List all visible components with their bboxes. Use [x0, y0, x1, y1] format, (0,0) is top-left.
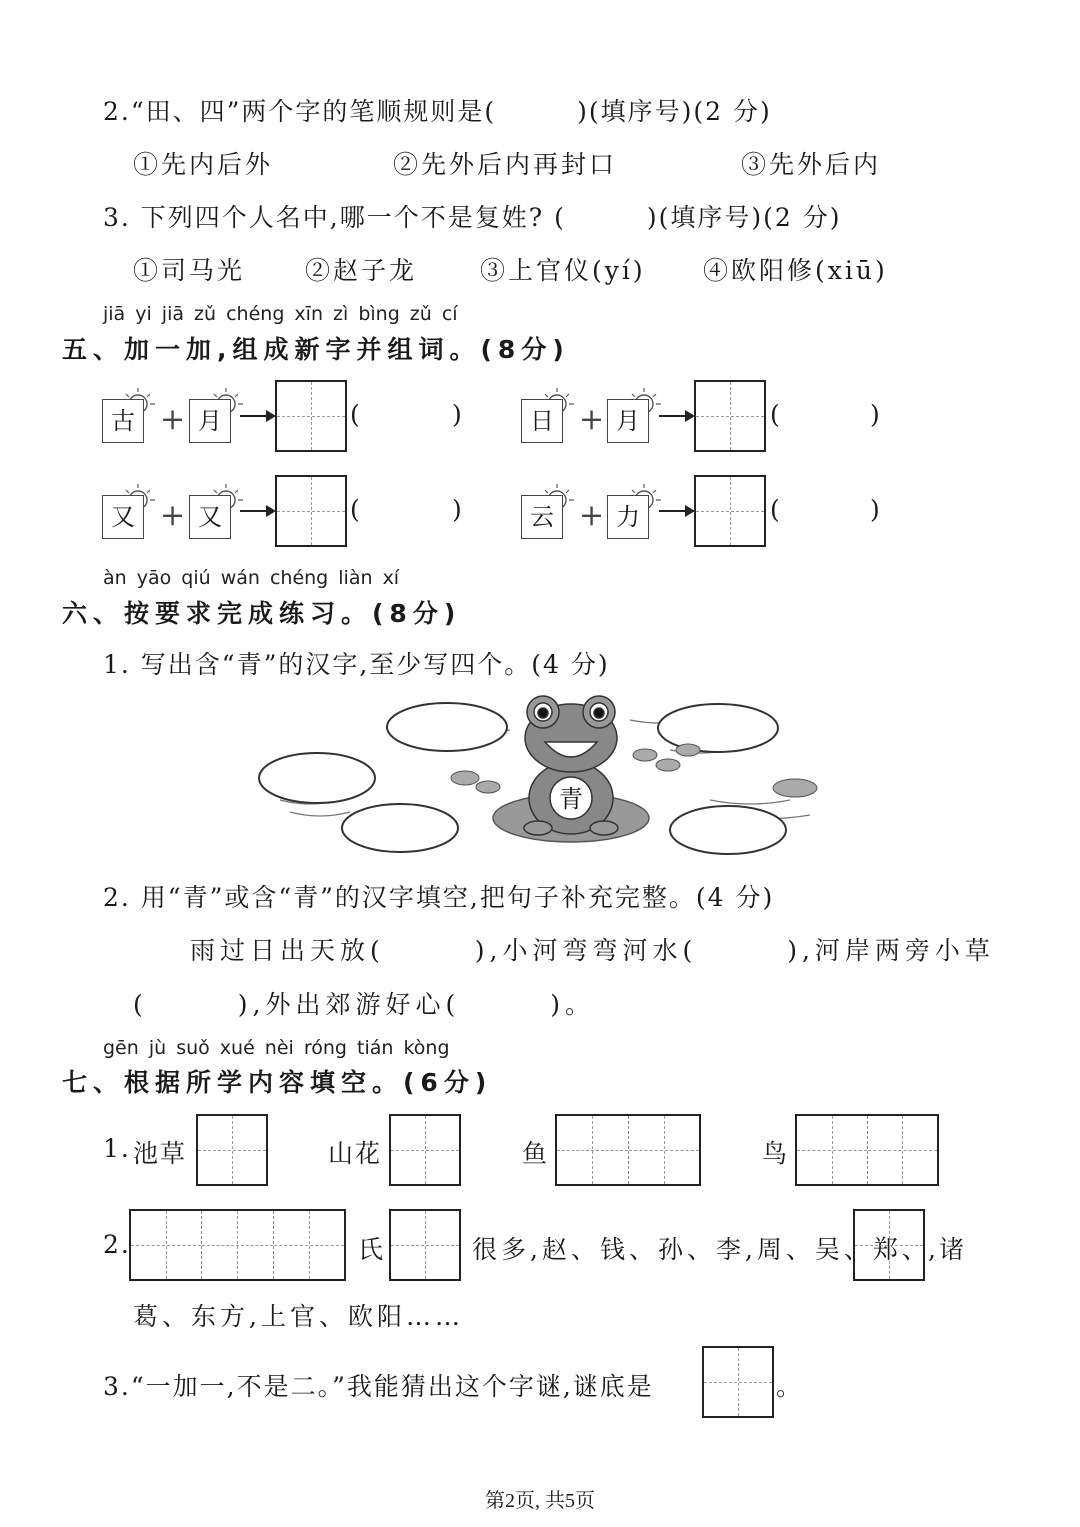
answer-grid[interactable] — [389, 1114, 461, 1186]
fill-text: 很多,赵、钱、孙、李,周、吴、郑、 — [472, 1235, 931, 1264]
answer-grid[interactable] — [275, 380, 347, 452]
answer-grid[interactable] — [853, 1209, 925, 1281]
section-title: 五、加一加,组成新字并组词。(8分) — [62, 335, 570, 364]
arrow-right-icon — [659, 408, 695, 424]
section-pinyin: àn yāo qiú wán chéng liàn xí — [103, 567, 400, 589]
question-4-2: 2.“田、四”两个字的笔顺规则是( )(填序号)(2 分) — [103, 97, 772, 126]
component-char: 力 — [607, 495, 649, 539]
frog-lilypad-illustration — [250, 690, 840, 860]
option: ③先外后内 — [741, 150, 882, 179]
answer-bubble — [342, 804, 458, 852]
option: ④欧阳修(xiū) — [703, 256, 888, 285]
fill-text: 葛、东方,上官、欧阳…… — [133, 1302, 464, 1331]
paren-open: ( — [350, 400, 360, 429]
poem-prompt: 山花 — [328, 1139, 383, 1168]
plus-sign: + — [579, 402, 605, 437]
plus-sign: + — [579, 498, 605, 533]
option: ①先内后外 — [133, 150, 274, 179]
answer-grid[interactable] — [702, 1346, 774, 1418]
answer-bubble — [259, 753, 375, 803]
paren-open: ( — [350, 495, 360, 524]
poem-prompt: 鱼 — [522, 1139, 550, 1168]
component-char: 云 — [521, 495, 563, 539]
answer-bubble — [658, 704, 778, 752]
poem-prompt: 池草 — [133, 1139, 188, 1168]
component-char: 月 — [607, 399, 649, 443]
paren-close: ) — [452, 495, 462, 524]
answer-grid[interactable] — [555, 1114, 701, 1186]
question-number: 1. — [103, 1134, 131, 1163]
paren-close: ) — [452, 400, 462, 429]
option: ①司马光 — [133, 256, 246, 285]
plus-sign: + — [160, 498, 186, 533]
answer-grid[interactable] — [275, 475, 347, 547]
question-number: 2. — [103, 1230, 131, 1259]
component-char: 日 — [521, 399, 563, 443]
poem-prompt: 鸟 — [762, 1139, 790, 1168]
answer-grid[interactable] — [795, 1114, 939, 1186]
fill-text: ,诸 — [928, 1235, 967, 1264]
answer-grid[interactable] — [129, 1209, 346, 1281]
paren-open: ( — [770, 495, 780, 524]
section-title: 六、按要求完成练习。(8分) — [62, 599, 462, 628]
answer-grid[interactable] — [694, 380, 766, 452]
paren-close: ) — [870, 495, 880, 524]
fill-text: 氏 — [358, 1235, 386, 1264]
arrow-right-icon — [659, 503, 695, 519]
answer-grid[interactable] — [389, 1209, 461, 1281]
arrow-right-icon — [240, 503, 276, 519]
answer-bubble — [670, 806, 786, 854]
section-pinyin: gēn jù suǒ xué nèi róng tián kòng — [103, 1037, 450, 1059]
section-pinyin: jiā yi jiā zǔ chéng xīn zì bìng zǔ cí — [103, 303, 458, 325]
arrow-right-icon — [240, 408, 276, 424]
answer-grid[interactable] — [196, 1114, 268, 1186]
period: 。 — [776, 1372, 804, 1401]
component-char: 又 — [189, 495, 231, 539]
fill-sentence: ( ),外出郊游好心( )。 — [133, 990, 595, 1019]
question-7-3: 3.“一加一,不是二。”我能猜出这个字谜,谜底是 — [103, 1372, 654, 1401]
frog-char: 青 — [559, 785, 583, 813]
paren-close: ) — [870, 400, 880, 429]
option: ②先外后内再封口 — [393, 150, 618, 179]
plus-sign: + — [160, 402, 186, 437]
component-char: 古 — [102, 399, 144, 443]
component-char: 又 — [102, 495, 144, 539]
option: ③上官仪(yí) — [480, 256, 646, 285]
answer-grid[interactable] — [694, 475, 766, 547]
question-6-2: 2. 用“青”或含“青”的汉字填空,把句子补充完整。(4 分) — [103, 883, 775, 912]
question-6-1: 1. 写出含“青”的汉字,至少写四个。(4 分) — [103, 650, 610, 679]
paren-open: ( — [770, 400, 780, 429]
question-4-3: 3. 下列四个人名中,哪一个不是复姓? ( )(填序号)(2 分) — [103, 203, 842, 232]
component-char: 月 — [189, 399, 231, 443]
option: ②赵子龙 — [305, 256, 418, 285]
page-footer: 第2页, 共5页 — [485, 1490, 595, 1512]
answer-bubble — [387, 703, 507, 751]
fill-sentence: 雨过日出天放( ),小河弯弯河水( ),河岸两旁小草 — [190, 936, 995, 965]
section-title: 七、根据所学内容填空。(6分) — [62, 1068, 493, 1097]
